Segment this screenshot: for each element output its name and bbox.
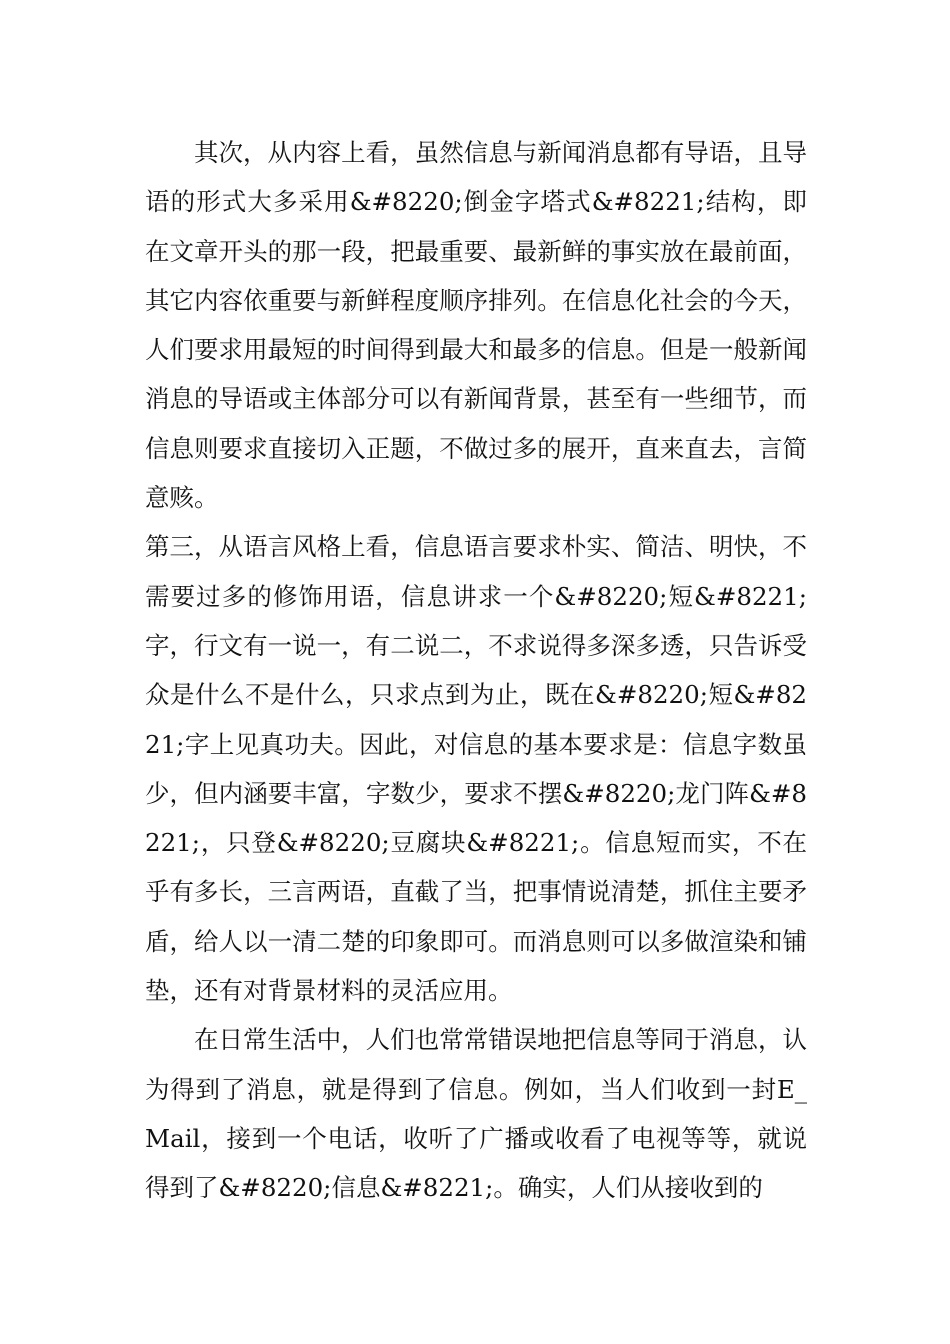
paragraph-2: 第三，从语言风格上看，信息语言要求朴实、简洁、明快，不需要过多的修饰用语，信息讲求一个&#8220;短&#8221;字，行文有一说一，有二说二，不求说得多深多透，只告诉受众是什么不是什么，只求点到为止，既在&#8220;短&#8221;字上见真功夫。因此，对信息的基本要求是：信息字数虽少，但内涵要丰富，字数少，要求不摆&#8220;龙门阵&#8221;，只登&#8220;豆腐块&#8221;。信息短而实，不在乎有多长，三言两语，直截了当，把事情说清楚，抓住主要矛盾，给人以一清二楚的印象即可。而消息则可以多做渲染和铺垫，还有对背景材料的灵活应用。 <box>145 532 807 1006</box>
paragraph-1: 其次，从内容上看，虽然信息与新闻消息都有导语，且导语的形式大多采用&#8220;倒金字塔式&#8221;结构，即在文章开头的那一段，把最重要、最新鲜的事实放在最前面，其它内容依重要与新鲜程度顺序排列。在信息化社会的今天，人们要求用最短的时间得到最大和最多的信息。但是一般新闻消息的导语或主体部分可以有新闻背景，甚至有一些细节，而信息则要求直接切入正题，不做过多的展开，直来直去，言简意赅。 <box>145 138 807 513</box>
paragraph-3: 在日常生活中，人们也常常错误地把信息等同于消息，认为得到了消息，就是得到了信息。例如，当人们收到一封E_Mail，接到一个电话，收听了广播或收看了电视等等，就说得到了&#8220;信息&#8221;。确实，人们从接收到的 <box>145 1025 807 1203</box>
document-body <box>145 128 807 1213</box>
